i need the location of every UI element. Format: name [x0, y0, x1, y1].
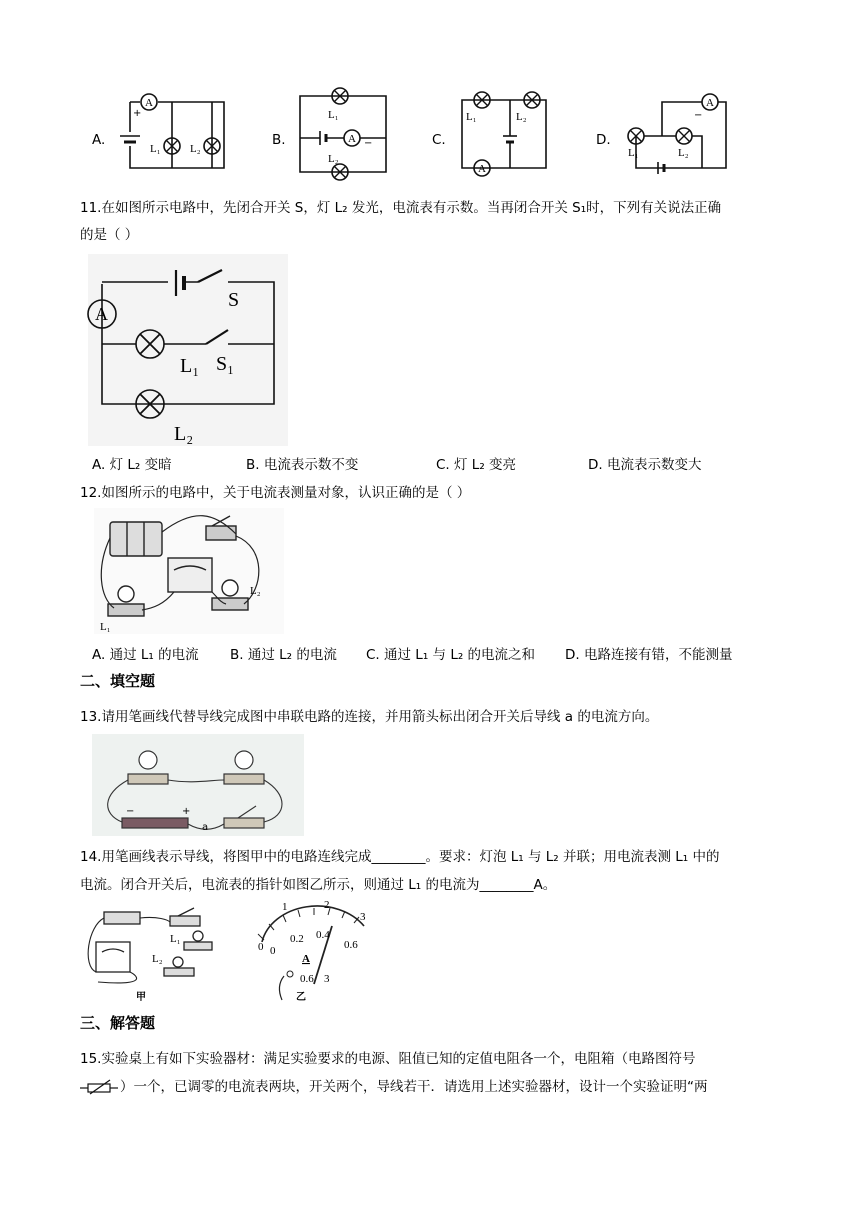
l2-label: L₂ [250, 585, 261, 597]
plus-label: + [182, 806, 191, 817]
q11-option-d[interactable]: D. 电流表示数变大 [588, 457, 702, 473]
minus-label: − [364, 138, 373, 149]
section-heading-answer: 三、解答题 [80, 1014, 156, 1032]
scale-top-3: 3 [360, 911, 366, 923]
l1-label: L₁ [170, 933, 181, 945]
q10-option-c-label[interactable]: C. [432, 132, 446, 148]
q14-text-line2: 电流。闭合开关后，电流表的指针如图乙所示，则通过 L₁ 的电流为________A。 [80, 877, 557, 893]
q10-diagram-c [458, 90, 558, 182]
q11-text-line1: 11.在如图所示电路中，先闭合开关 S，灯 L₂ 发光，电流表有示数。当再闭合开关 S₁时，下列有关说法正确 [80, 200, 722, 216]
q14-figure-jia [78, 906, 218, 1004]
meter-scale-arc [262, 906, 364, 942]
l1-label: L₁ [628, 147, 639, 159]
ammeter-label: A [348, 133, 356, 145]
minus-label: − [126, 806, 135, 817]
ammeter-label: A [145, 97, 153, 109]
ammeter-label: A [478, 163, 486, 175]
l2-label: L₂ [678, 147, 689, 159]
wire-a-label: a [202, 822, 209, 833]
l2-label: L₂ [190, 143, 201, 155]
figure-jia-label: 甲 [136, 992, 146, 1003]
l1-label: L₁ [180, 355, 200, 377]
resistance-box-symbol-icon [80, 1078, 120, 1096]
switch-s1-label: S₁ [216, 353, 235, 375]
q11-option-a[interactable]: A. 灯 L₂ 变暗 [92, 457, 172, 473]
terminal-0-6-label: 0.6 [300, 973, 314, 985]
terminal-3-label: 3 [324, 973, 330, 985]
scale-bottom-0: 0 [270, 945, 276, 957]
q10-option-a-label[interactable]: A. [92, 132, 106, 148]
meter-unit-label: A [302, 953, 310, 965]
q10-diagram-b [298, 88, 398, 188]
q11-circuit-figure [88, 254, 288, 446]
q10-option-b-label[interactable]: B. [272, 132, 286, 148]
scale-bottom-3: 0.6 [344, 939, 358, 951]
scale-top-0: 0 [258, 941, 264, 953]
q10-option-d-label[interactable]: D. [596, 132, 611, 148]
q11-option-c[interactable]: C. 灯 L₂ 变亮 [436, 457, 517, 473]
l1-label: L₁ [150, 143, 161, 155]
figure-yi-label: 乙 [296, 992, 306, 1003]
meter-ticks [258, 908, 359, 940]
l1-label: L₁ [328, 109, 339, 121]
plus-label: + [133, 108, 142, 119]
switch-s-label: S [228, 289, 240, 311]
q10-diagram-d [622, 90, 732, 180]
l2-label: L₂ [152, 953, 163, 965]
q15-text-line1: 15.实验桌上有如下实验器材：满足实验要求的电源、阻值已知的定值电阻各一个，电阻箱（电路图符号 [80, 1051, 696, 1067]
q11-text-line2: 的是（ ） [80, 227, 139, 243]
terminal-icon [287, 971, 293, 977]
q14-text-line1: 14.用笔画线表示导线，将图甲中的电路连线完成________。要求：灯泡 L₁ 与 L₂ 并联；用电流表测 L₁ 中的 [80, 849, 720, 865]
q14-figure-yi-meter [240, 896, 380, 1006]
q12-option-d[interactable]: D. 电路连接有错，不能测量 [565, 647, 733, 663]
q10-diagram-a [112, 88, 242, 178]
q12-option-a[interactable]: A. 通过 L₁ 的电流 [92, 647, 199, 663]
l2-label: L₂ [516, 111, 527, 123]
ammeter-label: A [706, 97, 714, 109]
minus-label: − [694, 110, 703, 121]
l1-label: L₁ [466, 111, 477, 123]
l1-label: L₁ [100, 621, 111, 633]
ammeter-label: A [95, 304, 108, 324]
scale-top-2: 2 [324, 899, 330, 911]
scale-bottom-1: 0.2 [290, 933, 304, 945]
q12-option-c[interactable]: C. 通过 L₁ 与 L₂ 的电流之和 [366, 647, 536, 663]
q13-circuit-figure [92, 734, 304, 836]
q13-text: 13.请用笔画线代替导线完成图中串联电路的连接，并用箭头标出闭合开关后导线 a 的电流方向。 [80, 709, 659, 725]
q12-option-b[interactable]: B. 通过 L₂ 的电流 [230, 647, 337, 663]
q12-text: 12.如图所示的电路中，关于电流表测量对象，认识正确的是（ ） [80, 485, 471, 501]
q11-option-b[interactable]: B. 电流表示数不变 [246, 457, 359, 473]
section-heading-fill-in: 二、填空题 [80, 672, 156, 690]
q15-text-line2: ）一个，已调零的电流表两块，开关两个，导线若干．请选用上述实验器材，设计一个实验证明“两 [120, 1079, 708, 1095]
q12-circuit-figure [94, 508, 284, 634]
scale-bottom-2: 0.4 [316, 929, 330, 941]
l2-label: L₂ [174, 423, 194, 445]
scale-top-1: 1 [282, 901, 288, 913]
l2-label: L₂ [328, 153, 339, 165]
